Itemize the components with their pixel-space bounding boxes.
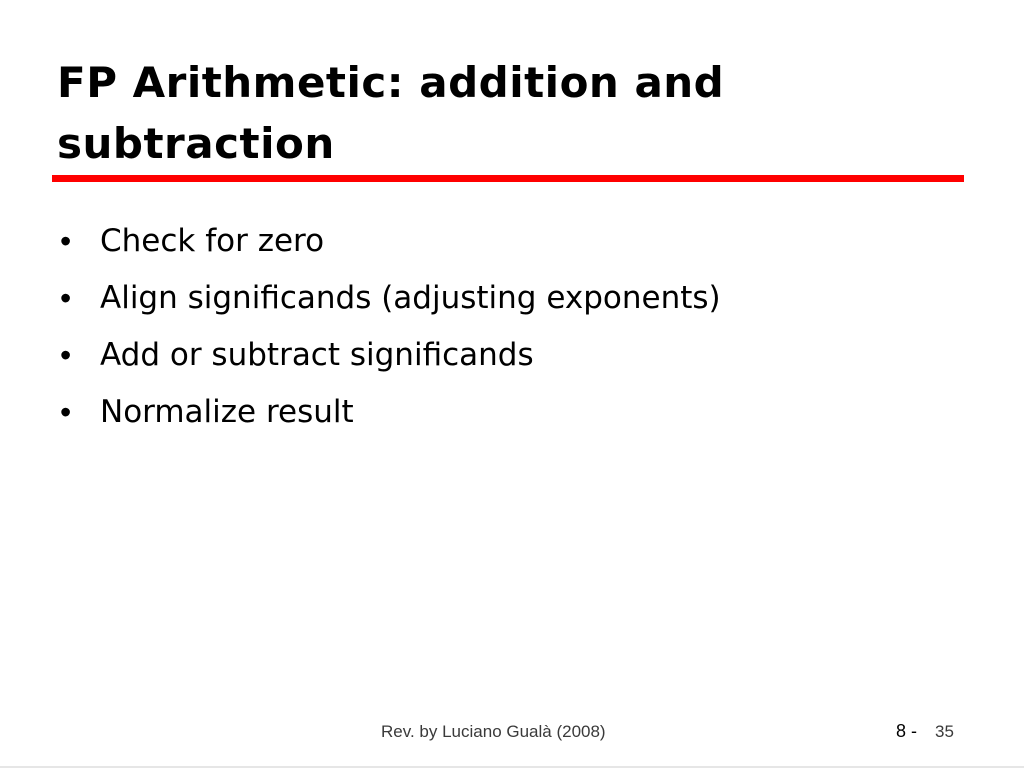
bullet-text: Normalize result bbox=[100, 394, 354, 430]
bullet-text: Align significands (adjusting exponents) bbox=[100, 280, 721, 316]
bullet-item bbox=[0, 329, 900, 386]
slide-title-line-2: subtraction bbox=[57, 119, 335, 168]
bullet-text: Add or subtract significands bbox=[100, 337, 534, 373]
title-underline bbox=[52, 175, 964, 182]
bullet-list bbox=[0, 215, 900, 443]
bullet-text: Check for zero bbox=[100, 223, 325, 259]
bullet-item bbox=[0, 215, 900, 272]
footer-chapter-number: 8 - bbox=[896, 721, 918, 741]
bullet-item bbox=[0, 386, 900, 443]
bullet-item bbox=[0, 272, 900, 329]
bullet-icon: • bbox=[60, 394, 72, 430]
bullet-icon: • bbox=[60, 280, 72, 316]
bullet-icon: • bbox=[60, 223, 72, 259]
slide-title-line-1: FP Arithmetic: addition and bbox=[57, 58, 725, 107]
footer-page-number: 35 bbox=[935, 722, 954, 741]
slide-title bbox=[57, 52, 957, 174]
footer-revision-text: Rev. by Luciano Gualà (2008) bbox=[381, 722, 606, 741]
bullet-icon: • bbox=[60, 337, 72, 373]
